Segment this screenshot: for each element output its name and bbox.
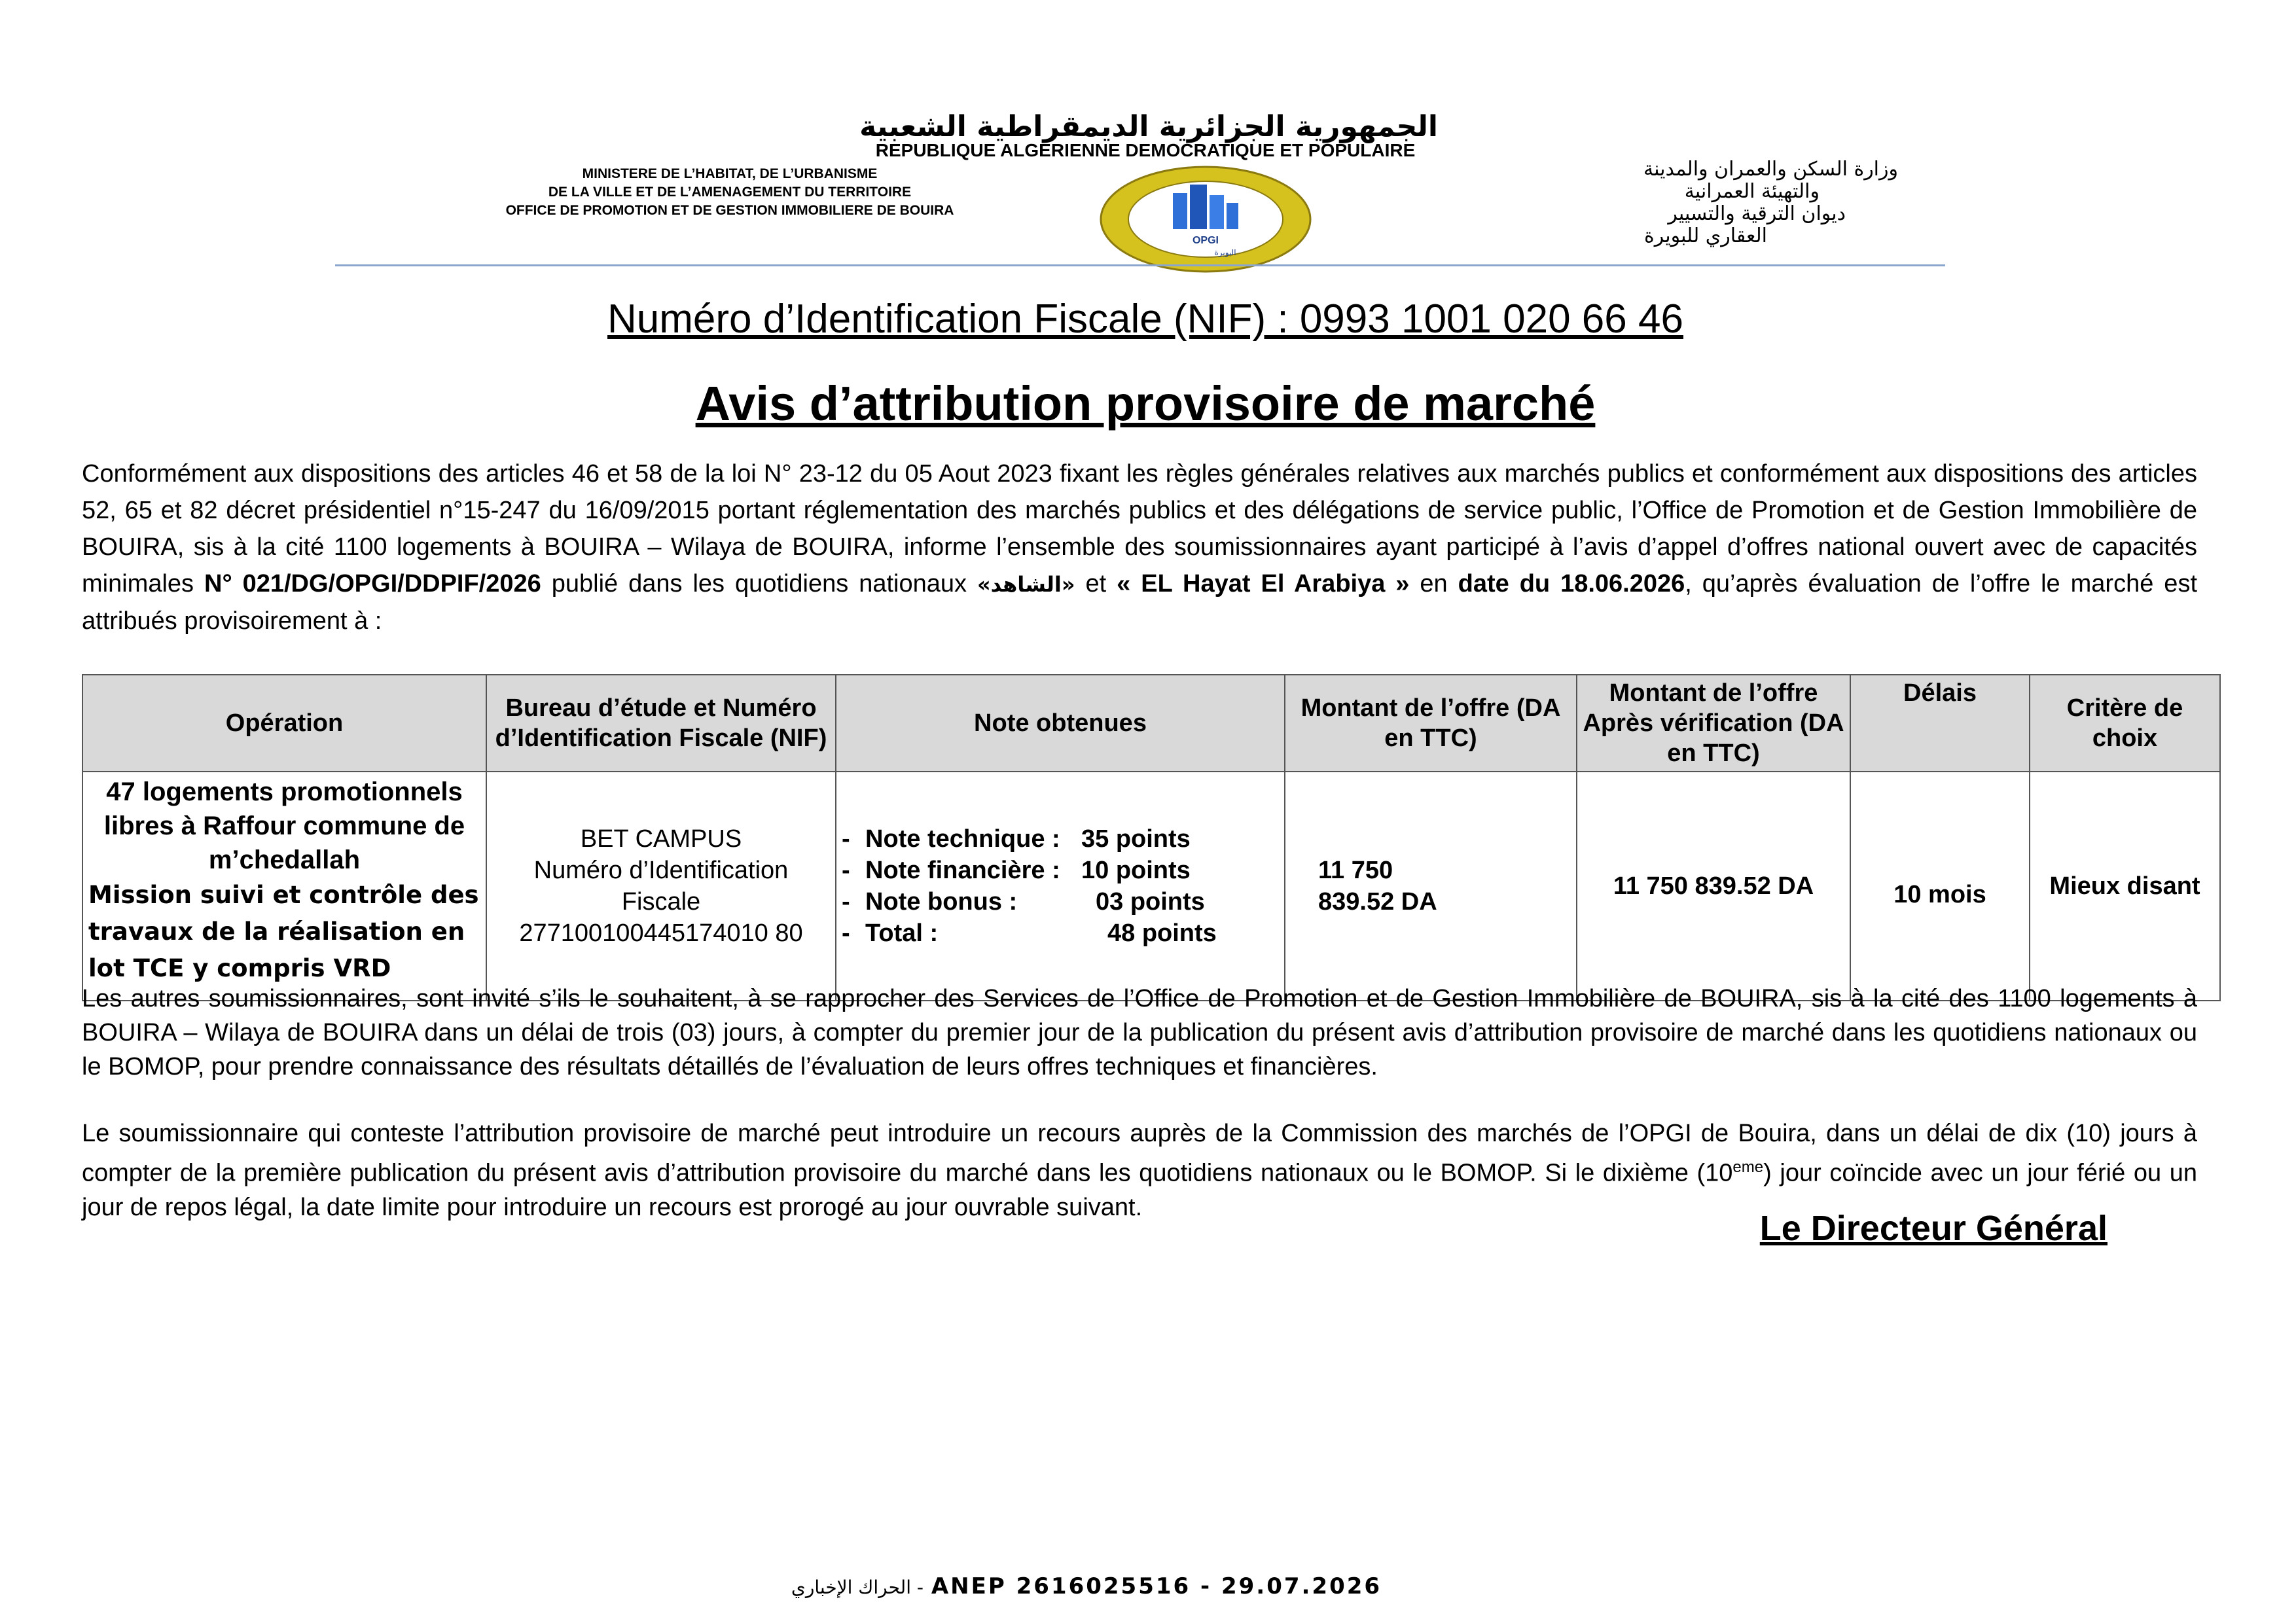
intro-text-5: , qu’après évaluation de l’offre le marché est attribués provisoirement à :	[82, 570, 2198, 635]
intro-text-4: en	[1409, 570, 1458, 597]
montant-line-2: 839.52 DA	[1318, 888, 1437, 916]
note-total	[842, 918, 1279, 949]
table-header-row	[82, 675, 2220, 772]
col-delais: Délais	[1850, 675, 2030, 772]
cell-operation	[82, 772, 486, 1001]
footer-code: ANEP 2616025516 - 29.07.2026	[931, 1573, 1382, 1599]
note-value: 03 points	[1096, 888, 1205, 916]
intro-paragraph	[82, 455, 2197, 639]
ministry-ar	[1427, 158, 1898, 247]
bet-nif: 277100100445174010 80	[519, 919, 803, 947]
footer	[720, 1573, 1453, 1599]
col-montant: Montant de l’offre (DA en TTC)	[1285, 675, 1577, 772]
note-value: 10 points	[1081, 857, 1191, 884]
note-label: Note bonus :	[865, 888, 1018, 916]
ministry-fr-line-2: DE LA VILLE ET DE L’AMENAGEMENT DU TERRITOIRE	[548, 185, 912, 200]
col-operation: Opération	[82, 675, 486, 772]
operation-title: 47 logements promotionnels libres à Raffour commune de m’chedallah	[103, 777, 465, 874]
col-bureau: Bureau d’étude et Numéro d’Identification Fiscale (NIF)	[486, 675, 836, 772]
cell-montant-verif: 11 750 839.52 DA	[1577, 772, 1850, 1001]
appeal-sup: eme	[1732, 1158, 1764, 1176]
publication-date: date du 18.06.2026	[1458, 570, 1685, 597]
note-dash: -	[842, 919, 850, 947]
nif-line: Numéro d’Identification Fiscale (NIF) : 0993 1001 020 66 46	[607, 296, 1683, 342]
cell-notes	[836, 772, 1285, 1001]
col-note: Note obtenues	[836, 675, 1285, 772]
note-dash: -	[842, 888, 850, 916]
intro-text-1: Conformément aux dispositions des articles 46 et 58 de la loi N° 23-12 du 05 Aout 2023 fixant les règles générales relatives aux marchés publics et conformément aux dispositions des articles 52, 65 et 82 décret présidentiel n°15-247 du 16/09/2015 portant réglementation des marchés publics et des délégations de service public, l’Office de Promotion et de Gestion Immobilière de BOUIRA, sis à la cité 1100 logements à BOUIRA – Wilaya de BOUIRA, informe l’ensemble des soumissionnaires ayant participé à l’avis d’appel d’offres national ouvert avec de capacités minimales	[82, 460, 2197, 597]
table-row	[82, 772, 2220, 1001]
cell-critere: Mieux disant	[2030, 772, 2220, 1001]
signature: Le Directeur Général	[1759, 1209, 2108, 1248]
logo-text: OPGI	[1192, 235, 1219, 246]
note-label: Note financière :	[865, 857, 1060, 884]
note-financiere	[842, 855, 1279, 886]
ministry-fr-line-3: OFFICE DE PROMOTION ET DE GESTION IMMOBILIERE DE BOUIRA	[505, 203, 954, 218]
journal-1: «الشاهد»	[977, 572, 1075, 597]
republic-title-fr: REPUBLIQUE ALGERIENNE DEMOCRATIQUE ET POPULAIRE	[875, 140, 1416, 160]
cell-delais: 10 mois	[1850, 772, 2030, 1001]
footer-arabic: الحراك الإخباري -	[791, 1577, 924, 1598]
bet-nif-label: Numéro d’Identification Fiscale	[533, 857, 789, 916]
bet-name: BET CAMPUS	[580, 825, 742, 853]
ministry-ar-line-2: والتهيئة العمرانية	[1684, 180, 1820, 203]
journal-2: « EL Hayat El Arabiya »	[1117, 570, 1410, 597]
header-divider	[335, 264, 1945, 266]
operation-mission: Mission suivi et contrôle des travaux de la réalisation en lot TCE y compris VRD	[88, 881, 479, 982]
results-table	[82, 674, 2221, 1001]
col-montant-verif: Montant de l’offre Après vérification (DA en TTC)	[1577, 675, 1850, 772]
ministry-ar-line-3: ديوان الترقية والتسيير	[1668, 202, 1846, 225]
paragraph-other-bidders: Les autres soumissionnaires, sont invité s’ils le souhaitent, à se rapprocher des Services de l’Office de Promotion et de Gestion Immobilière de BOUIRA, sis à la cité des 1100 logements à BOUIRA – Wilaya de BOUIRA dans un délai de trois (03) jours, à compter du premier jour de la publication du présent avis d’attribution provisoire de marché dans les quotidiens nationaux ou le BOMOP, pour prendre connaissance des résultats détaillés de l’évaluation de leurs offres techniques et financières.	[82, 985, 2197, 1080]
ministry-ar-line-1: وزارة السكن والعمران والمدينة	[1643, 158, 1898, 181]
intro-text-2: publié dans les quotidiens nationaux	[541, 570, 977, 597]
page-title: Avis d’attribution provisoire de marché	[695, 376, 1596, 431]
montant-line-1: 11 750	[1318, 857, 1393, 884]
ministry-fr-line-1: MINISTERE DE L’HABITAT, DE L’URBANISME	[582, 166, 878, 181]
cell-bureau	[486, 772, 836, 1001]
note-bonus	[842, 886, 1279, 918]
note-label: Total :	[865, 919, 939, 947]
col-critere: Critère de choix	[2030, 675, 2220, 772]
note-label: Note technique :	[865, 825, 1060, 853]
ministry-fr	[419, 165, 1041, 220]
appeal-text-2: ) jour coïncide avec un jour férié ou un jour de repos légal, la date limite pour introduire un recours est prorogé au jour ouvrable suivant.	[82, 1159, 2198, 1221]
note-value: 35 points	[1081, 825, 1191, 853]
note-dash: -	[842, 825, 850, 853]
note-value: 48 points	[1107, 919, 1217, 947]
cell-montant	[1285, 772, 1577, 1001]
arabic-republic-title: الجمهورية الجزائرية الديمقراطية الشعبية	[859, 110, 1438, 143]
logo-ar: البويرة	[1214, 248, 1236, 257]
tender-reference: N° 021/DG/OPGI/DDPIF/2026	[204, 570, 541, 597]
note-dash: -	[842, 857, 850, 884]
opgi-logo	[1094, 164, 1317, 275]
ministry-ar-line-4: العقاري للبويرة	[1643, 224, 1767, 247]
note-technique	[842, 823, 1279, 855]
intro-text-3: et	[1075, 570, 1117, 597]
appeal-text-1: Le soumissionnaire qui conteste l’attribution provisoire de marché peut introduire un recours auprès de la Commission des marchés de l’OPGI de Bouira, dans un délai de dix (10) jours à compter de la première publication du présent avis d’attribution provisoire du marché dans les quotidiens nationaux ou le BOMOP. Si le dixième (10	[82, 1120, 2197, 1187]
